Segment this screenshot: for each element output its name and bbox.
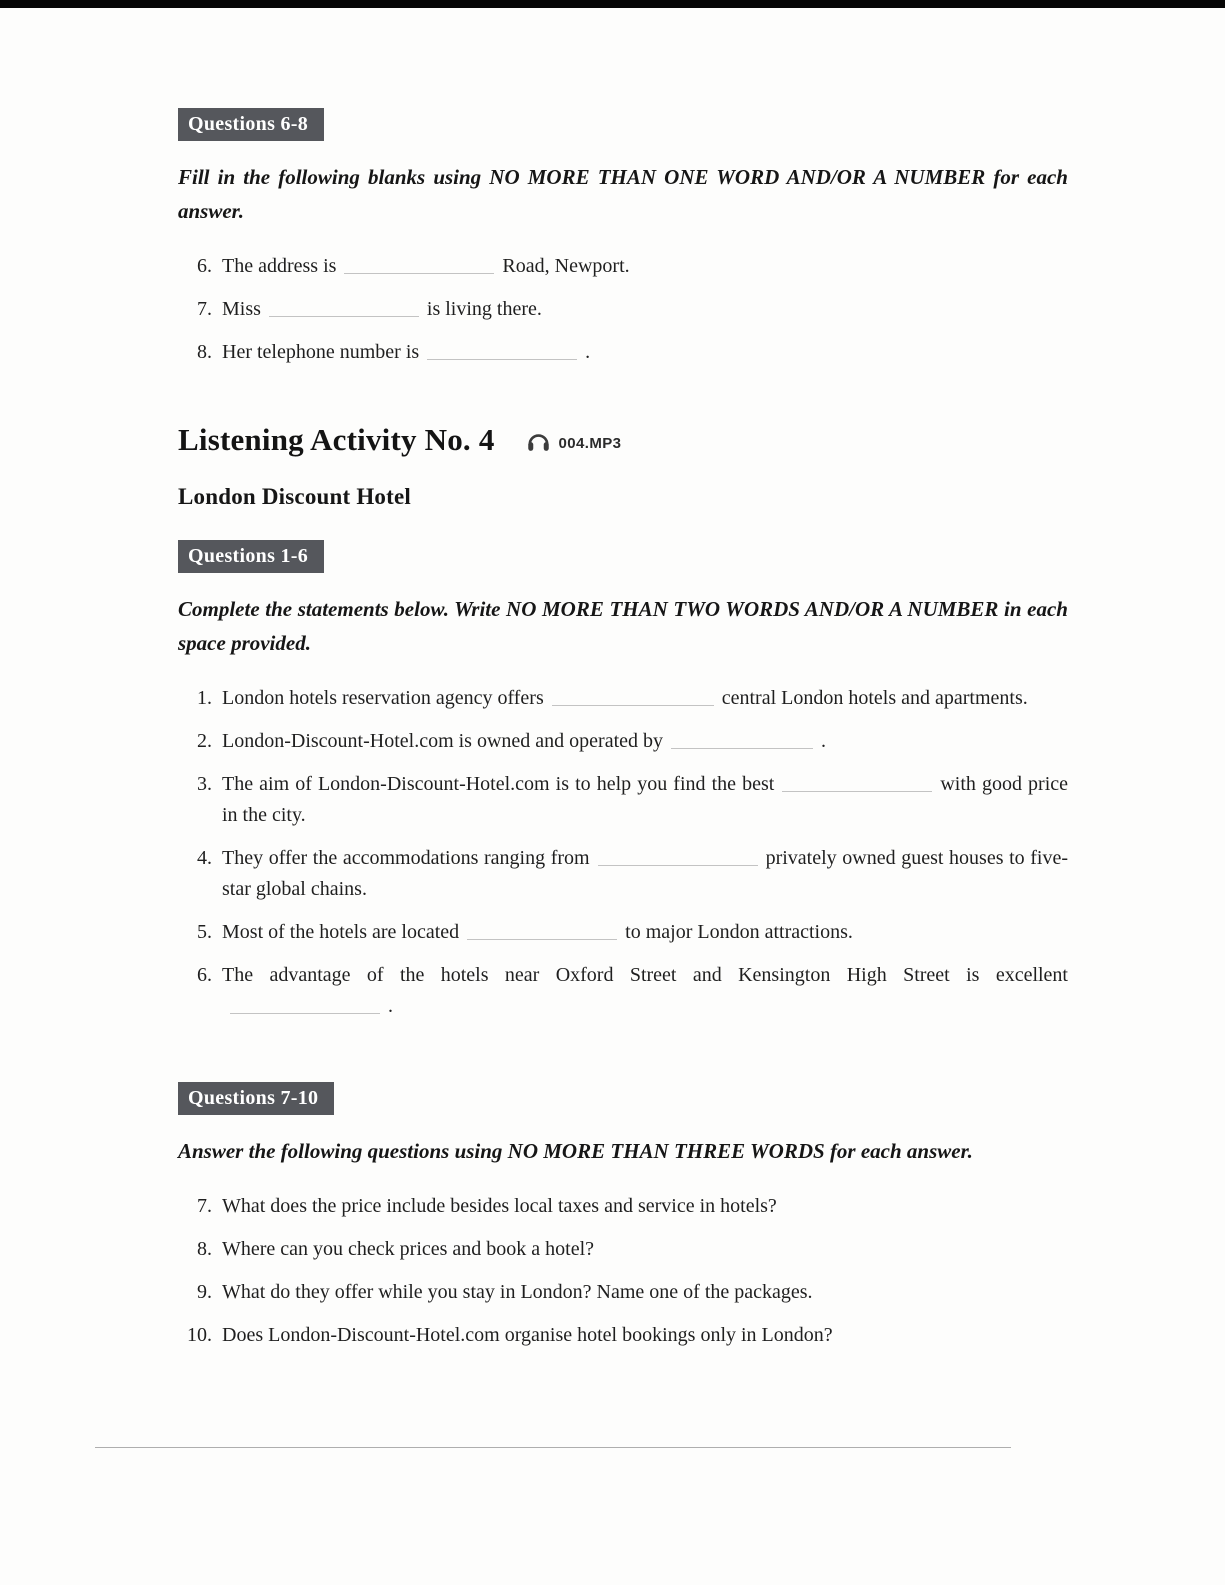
question-item-2 xyxy=(178,726,1068,757)
item-text-pre: Miss xyxy=(222,298,261,321)
item-text-pre: The advantage of the hotels near Oxford Street and Kensington High Street is excellent xyxy=(222,964,1068,987)
audio-chip xyxy=(525,429,622,458)
questions-6-8-list xyxy=(178,251,1068,368)
answer-blank[interactable] xyxy=(230,999,380,1014)
item-text-post: central London hotels and apartments. xyxy=(721,687,1028,710)
item-number: 4. xyxy=(197,847,212,870)
item-text-post: . xyxy=(821,730,827,753)
activity-subtitle: London Discount Hotel xyxy=(178,484,411,510)
item-text xyxy=(222,769,1068,831)
answer-blank[interactable] xyxy=(671,734,813,749)
scan-top-edge xyxy=(0,0,1225,8)
question-item-6 xyxy=(178,251,1068,282)
item-text-post: is living there. xyxy=(426,298,542,321)
questions-7-10-badge: Questions 7-10 xyxy=(178,1082,334,1115)
item-number: 6. xyxy=(197,964,212,987)
answer-blank[interactable] xyxy=(552,691,714,706)
item-text-post: privately owned guest houses to five-star global chains. xyxy=(222,847,1069,901)
item-number: 1. xyxy=(197,687,212,710)
item-text xyxy=(222,683,1068,714)
audio-file-label: 004.MP3 xyxy=(558,434,622,452)
item-text-pre: London hotels reservation agency offers xyxy=(222,687,544,710)
questions-1-6-instruction: Complete the statements below. Write NO MORE THAN TWO WORDS AND/OR A NUMBER in each space provided. xyxy=(178,597,1068,656)
item-text-post: . xyxy=(585,341,591,364)
question-item-5 xyxy=(178,917,1068,948)
answer-blank[interactable] xyxy=(598,851,758,866)
questions-6-8-badge: Questions 6-8 xyxy=(178,108,324,141)
questions-1-6-list xyxy=(178,683,1068,1022)
answer-blank[interactable] xyxy=(782,777,932,792)
item-number: 9. xyxy=(197,1281,212,1304)
question-item-1 xyxy=(178,683,1068,714)
item-number: 7. xyxy=(197,1195,212,1218)
item-text xyxy=(222,251,1068,282)
item-text: Does London-Discount-Hotel.com organise hotel bookings only in London? xyxy=(222,1324,833,1347)
questions-7-10-instruction: Answer the following questions using NO MORE THAN THREE WORDS for each answer. xyxy=(178,1139,973,1164)
item-number: 7. xyxy=(197,298,212,321)
item-number: 3. xyxy=(197,773,212,796)
question-item-4 xyxy=(178,843,1068,905)
question-item-7 xyxy=(178,294,1068,325)
item-text-post: to major London attractions. xyxy=(625,921,853,944)
page-content xyxy=(0,8,1225,1528)
headphones-icon xyxy=(525,429,552,458)
item-number: 6. xyxy=(197,255,212,278)
activity-heading-row xyxy=(178,422,1068,458)
item-text-post: Road, Newport. xyxy=(502,255,630,278)
item-number: 5. xyxy=(197,921,212,944)
question-item-q7 xyxy=(178,1191,1068,1222)
item-number: 8. xyxy=(197,341,212,364)
item-text-pre: Her telephone number is xyxy=(222,341,420,364)
item-text xyxy=(222,960,1068,1022)
item-text-post: . xyxy=(388,995,393,1018)
item-text-pre: Most of the hotels are located xyxy=(222,921,460,944)
item-text xyxy=(222,917,1068,948)
item-text xyxy=(222,294,1068,325)
item-number: 2. xyxy=(197,730,212,753)
item-text-pre: They offer the accommodations ranging from xyxy=(222,847,590,870)
item-text xyxy=(222,843,1068,905)
answer-blank[interactable] xyxy=(467,925,617,940)
item-number: 10. xyxy=(187,1324,212,1347)
item-text-pre: London-Discount-Hotel.com is owned and operated by xyxy=(222,730,664,753)
item-text: What does the price include besides local taxes and service in hotels? xyxy=(222,1195,777,1218)
question-item-6b xyxy=(178,960,1068,1022)
questions-1-6-badge: Questions 1-6 xyxy=(178,540,324,573)
question-item-q9 xyxy=(178,1277,1068,1308)
question-item-3 xyxy=(178,769,1068,831)
item-text xyxy=(222,726,1068,757)
answer-blank[interactable] xyxy=(269,302,419,317)
item-text: What do they offer while you stay in London? Name one of the packages. xyxy=(222,1281,813,1304)
activity-title: Listening Activity No. 4 xyxy=(178,422,495,458)
question-item-q10 xyxy=(178,1320,1068,1351)
questions-7-10-list xyxy=(178,1191,1068,1351)
item-number: 8. xyxy=(197,1238,212,1261)
question-item-q8 xyxy=(178,1234,1068,1265)
item-text-post: with good price in the city. xyxy=(222,773,1069,827)
item-text-pre: The address is xyxy=(222,255,337,278)
item-text xyxy=(222,337,1068,368)
answer-blank[interactable] xyxy=(344,259,494,274)
item-text-pre: The aim of London-Discount-Hotel.com is to help you find the best xyxy=(222,773,775,796)
question-item-8 xyxy=(178,337,1068,368)
item-text: Where can you check prices and book a hotel? xyxy=(222,1238,595,1261)
questions-6-8-instruction: Fill in the following blanks using NO MORE THAN ONE WORD AND/OR A NUMBER for each answer. xyxy=(178,165,1068,224)
answer-blank[interactable] xyxy=(427,345,577,360)
bottom-margin xyxy=(178,1448,1068,1528)
